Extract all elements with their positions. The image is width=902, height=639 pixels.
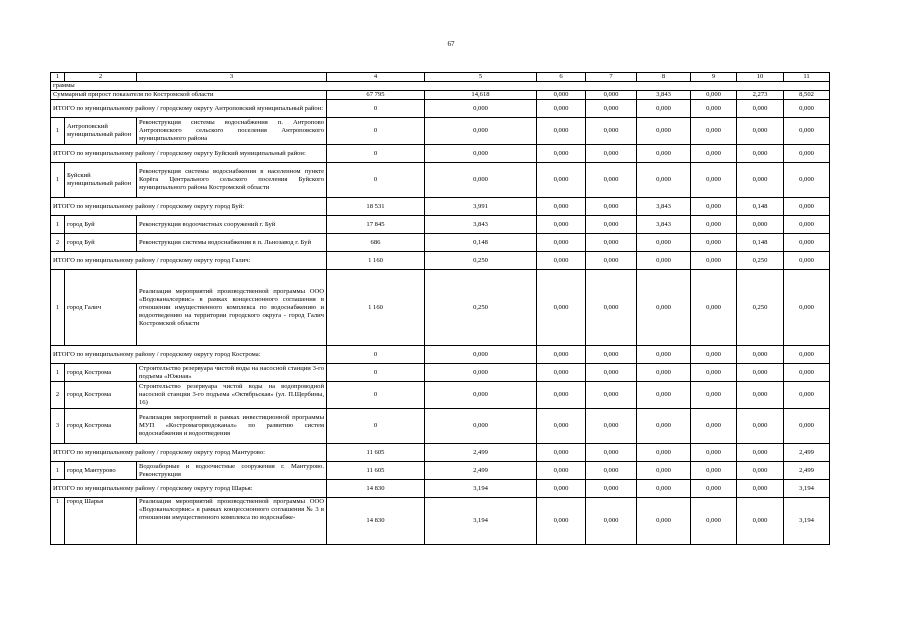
row-number: 1 — [51, 462, 65, 480]
value-cell: 0,148 — [425, 234, 537, 252]
value-cell: 0 — [327, 163, 425, 198]
value-cell: 0,000 — [637, 382, 691, 409]
total-label: ИТОГО по муниципальному району / городскому округу город Галич: — [51, 252, 327, 270]
row-number: 1 — [51, 498, 65, 545]
value-cell: 0 — [327, 100, 425, 118]
value-cell: 2,499 — [784, 444, 830, 462]
value-cell: 0,000 — [537, 462, 586, 480]
municipality-name: Антроповский муниципальный район — [65, 118, 137, 145]
table-row — [51, 234, 830, 252]
value-cell: 0,000 — [691, 91, 737, 100]
value-cell: 0,000 — [737, 444, 784, 462]
value-cell: 3,843 — [637, 91, 691, 100]
value-cell: 0,000 — [691, 480, 737, 498]
value-cell: 0,000 — [425, 163, 537, 198]
value-cell: 0,000 — [637, 252, 691, 270]
total-label: ИТОГО по муниципальному району / городскому округу Буйский муниципальный район: — [51, 145, 327, 163]
value-cell: 67 795 — [327, 91, 425, 100]
value-cell: 0,000 — [737, 145, 784, 163]
value-cell: 0,000 — [784, 234, 830, 252]
project-description: Реконструкция водоочистных сооружений г. Буй — [137, 216, 327, 234]
table-row — [51, 462, 830, 480]
total-row — [51, 480, 830, 498]
total-row — [51, 100, 830, 118]
value-cell: 0,000 — [784, 100, 830, 118]
value-cell: 3,194 — [784, 480, 830, 498]
header-cell: 3 — [137, 73, 327, 82]
value-cell: 0,000 — [637, 444, 691, 462]
total-row — [51, 444, 830, 462]
value-cell: 0,148 — [737, 234, 784, 252]
value-cell: 0,000 — [691, 444, 737, 462]
table-row — [51, 364, 830, 382]
value-cell: 0,000 — [425, 364, 537, 382]
row-number: 1 — [51, 118, 65, 145]
value-cell: 0,250 — [425, 252, 537, 270]
header-cell: 4 — [327, 73, 425, 82]
total-row — [51, 346, 830, 364]
value-cell: 0,000 — [637, 498, 691, 545]
value-cell: 0,000 — [784, 163, 830, 198]
value-cell: 0,000 — [586, 145, 637, 163]
value-cell: 0,250 — [425, 270, 537, 346]
value-cell: 1 160 — [327, 252, 425, 270]
header-cell: 5 — [425, 73, 537, 82]
value-cell: 14 830 — [327, 498, 425, 545]
value-cell: 2,499 — [784, 462, 830, 480]
value-cell: 0,000 — [691, 145, 737, 163]
value-cell: 0,000 — [586, 198, 637, 216]
value-cell: 0,000 — [784, 198, 830, 216]
value-cell: 0,000 — [737, 216, 784, 234]
value-cell: 0,000 — [637, 234, 691, 252]
value-cell: 0,000 — [637, 270, 691, 346]
project-description: Водозаборные и водоочистные сооружения г. Мантурово. Реконструкция — [137, 462, 327, 480]
value-cell: 0 — [327, 145, 425, 163]
value-cell: 0,000 — [586, 444, 637, 462]
municipality-name: город Буй — [65, 234, 137, 252]
value-cell: 0,000 — [537, 382, 586, 409]
value-cell: 0,000 — [637, 118, 691, 145]
value-cell: 0,000 — [586, 480, 637, 498]
total-row — [51, 91, 830, 100]
total-label: ИТОГО по муниципальному району / городскому округу город Шарья: — [51, 480, 327, 498]
value-cell: 3,991 — [425, 198, 537, 216]
row-number: 3 — [51, 409, 65, 444]
project-description: Реконструкция системы водоснабжения п. Антропово Антроповского сельского поселения Антроповского муниципального района — [137, 118, 327, 145]
value-cell: 0 — [327, 382, 425, 409]
value-cell: 0,000 — [737, 364, 784, 382]
value-cell: 0,000 — [737, 163, 784, 198]
value-cell: 0,000 — [737, 480, 784, 498]
header-cell: 8 — [637, 73, 691, 82]
value-cell: 0,000 — [537, 118, 586, 145]
value-cell: 0,000 — [637, 100, 691, 118]
total-label: Суммарный прирост показателя по Костромской области — [51, 91, 327, 100]
table-row — [51, 118, 830, 145]
value-cell: 0,000 — [691, 270, 737, 346]
value-cell: 0 — [327, 409, 425, 444]
value-cell: 0,000 — [737, 462, 784, 480]
value-cell: 0,000 — [586, 234, 637, 252]
value-cell: 0,000 — [586, 163, 637, 198]
value-cell: 0,000 — [637, 163, 691, 198]
header-cell: 2 — [65, 73, 137, 82]
value-cell: 0,000 — [737, 409, 784, 444]
project-description: Реализация мероприятий производственной программы ООО «Водоканалсервис» в рамках концессионного соглашения № 3 в отношении имущественного комплекса по водоснабже- — [137, 498, 327, 545]
value-cell: 0,000 — [691, 364, 737, 382]
municipality-name: город Кострома — [65, 382, 137, 409]
value-cell: 0,000 — [784, 118, 830, 145]
value-cell: 0,000 — [784, 409, 830, 444]
value-cell: 0,000 — [637, 346, 691, 364]
project-description: Строительство резервуара чистой воды на насосной станции 3-го подъема «Южная» — [137, 364, 327, 382]
row-number: 2 — [51, 234, 65, 252]
value-cell: 0,000 — [586, 118, 637, 145]
value-cell: 0,000 — [537, 480, 586, 498]
value-cell: 0,250 — [737, 270, 784, 346]
value-cell: 3,194 — [784, 498, 830, 545]
value-cell: 1 160 — [327, 270, 425, 346]
header-cell: 11 — [784, 73, 830, 82]
value-cell: 18 531 — [327, 198, 425, 216]
header-cell: 10 — [737, 73, 784, 82]
municipality-name: город Кострома — [65, 409, 137, 444]
value-cell: 0,000 — [737, 346, 784, 364]
value-cell: 0,000 — [784, 364, 830, 382]
value-cell: 0,000 — [586, 216, 637, 234]
value-cell: 0,000 — [537, 270, 586, 346]
value-cell: 2,499 — [425, 444, 537, 462]
value-cell: 0,000 — [737, 498, 784, 545]
value-cell: 0,000 — [425, 100, 537, 118]
value-cell: 0,000 — [737, 100, 784, 118]
value-cell: 0,000 — [784, 346, 830, 364]
table-row — [51, 409, 830, 444]
value-cell: 14,618 — [425, 91, 537, 100]
value-cell: 0,148 — [737, 198, 784, 216]
header-cell: 1 — [51, 73, 65, 82]
value-cell: 0,000 — [691, 198, 737, 216]
value-cell: 0,000 — [737, 382, 784, 409]
total-label: ИТОГО по муниципальному району / городскому округу город Мантурово: — [51, 444, 327, 462]
value-cell: 0,000 — [425, 118, 537, 145]
value-cell: 11 605 — [327, 462, 425, 480]
value-cell: 0,000 — [537, 198, 586, 216]
municipality-name: город Галич — [65, 270, 137, 346]
value-cell: 0,000 — [691, 409, 737, 444]
value-cell: 0,000 — [637, 462, 691, 480]
row-number: 1 — [51, 270, 65, 346]
value-cell: 0,000 — [691, 163, 737, 198]
header-cell: 7 — [586, 73, 637, 82]
value-cell: 0,000 — [691, 100, 737, 118]
municipality-name: город Буй — [65, 216, 137, 234]
value-cell: 0,000 — [637, 480, 691, 498]
value-cell: 0,000 — [691, 462, 737, 480]
value-cell: 11 605 — [327, 444, 425, 462]
value-cell: 0,000 — [691, 498, 737, 545]
value-cell: 0,000 — [586, 364, 637, 382]
value-cell: 0,000 — [425, 409, 537, 444]
row-number: 2 — [51, 382, 65, 409]
value-cell: 0 — [327, 346, 425, 364]
value-cell: 0,000 — [537, 91, 586, 100]
value-cell: 0,000 — [537, 346, 586, 364]
table-row — [51, 163, 830, 198]
municipality-name: Буйский муниципальный район — [65, 163, 137, 198]
value-cell: 0,000 — [537, 252, 586, 270]
total-label: ИТОГО по муниципальному району / городскому округу город Кострома: — [51, 346, 327, 364]
project-description: Строительство резервуара чистой воды на водопроводной насосной станции 3-го подъема «Октябрьская» (ул. П.Щербины, 16) — [137, 382, 327, 409]
project-description: Реализация мероприятий в рамках инвестиционной программы МУП «Костромагорводоканал» по развитию систем водоснабжения и водоотведения — [137, 409, 327, 444]
value-cell: 0,000 — [784, 382, 830, 409]
value-cell: 0,000 — [537, 145, 586, 163]
municipality-name: город Кострома — [65, 364, 137, 382]
value-cell: 3,843 — [425, 216, 537, 234]
row-number: 1 — [51, 364, 65, 382]
total-row — [51, 145, 830, 163]
value-cell: 0,000 — [691, 216, 737, 234]
value-cell: 0,000 — [537, 234, 586, 252]
total-label: ИТОГО по муниципальному району / городскому округу Антроповский муниципальный район: — [51, 100, 327, 118]
value-cell: 0,000 — [425, 346, 537, 364]
value-cell: 0,000 — [691, 346, 737, 364]
value-cell: 0,000 — [537, 409, 586, 444]
table-row — [51, 270, 830, 346]
value-cell: 2,273 — [737, 91, 784, 100]
value-cell: 0,000 — [425, 145, 537, 163]
value-cell: 0,000 — [537, 163, 586, 198]
value-cell: 0 — [327, 364, 425, 382]
total-row — [51, 198, 830, 216]
value-cell: 0,000 — [537, 364, 586, 382]
value-cell: 0,000 — [637, 409, 691, 444]
value-cell: 0,000 — [586, 100, 637, 118]
value-cell: 0,000 — [425, 382, 537, 409]
total-row — [51, 252, 830, 270]
value-cell: 0,000 — [537, 100, 586, 118]
value-cell: 0,000 — [691, 118, 737, 145]
value-cell: 0,000 — [537, 498, 586, 545]
data-table — [50, 72, 830, 545]
value-cell: 0,000 — [784, 270, 830, 346]
value-cell: 3,843 — [637, 216, 691, 234]
total-label: ИТОГО по муниципальному району / городскому округу город Буй: — [51, 198, 327, 216]
value-cell: 0,000 — [586, 270, 637, 346]
header-cell: 9 — [691, 73, 737, 82]
municipality-name: город Мантурово — [65, 462, 137, 480]
value-cell: 0,000 — [691, 382, 737, 409]
value-cell: 0,000 — [586, 382, 637, 409]
header-cell: 6 — [537, 73, 586, 82]
section-label: граммы — [51, 82, 830, 91]
value-cell: 0,000 — [784, 216, 830, 234]
value-cell: 0,000 — [637, 145, 691, 163]
table-row — [51, 382, 830, 409]
row-number: 1 — [51, 216, 65, 234]
table-row — [51, 498, 830, 545]
header-row — [51, 73, 830, 82]
table-row — [51, 216, 830, 234]
page-number: 67 — [447, 40, 455, 48]
value-cell: 0,000 — [537, 444, 586, 462]
value-cell: 3,194 — [425, 480, 537, 498]
value-cell: 0,000 — [784, 145, 830, 163]
value-cell: 0,000 — [691, 252, 737, 270]
value-cell: 0,000 — [637, 364, 691, 382]
value-cell: 0 — [327, 118, 425, 145]
value-cell: 0,000 — [586, 409, 637, 444]
value-cell: 3,194 — [425, 498, 537, 545]
municipality-name: город Шарья — [65, 498, 137, 545]
project-description: Реконструкция системы водоснабжения в п. Льнозавод г. Буй — [137, 234, 327, 252]
project-description: Реконструкция системы водоснабжения в населенном пункте Корёга Центрального сельского поселения Буйского муниципального района Костромской области — [137, 163, 327, 198]
project-description: Реализация мероприятий производственной программы ООО «Водоканалсервис» в рамках концессионного соглашения в отношении имущественного комплекса по водоснабжению и водоотведению на территории городского округа - город Галич Костромской области — [137, 270, 327, 346]
value-cell: 3,843 — [637, 198, 691, 216]
value-cell: 17 845 — [327, 216, 425, 234]
value-cell: 0,000 — [737, 118, 784, 145]
value-cell: 14 830 — [327, 480, 425, 498]
value-cell: 0,000 — [586, 462, 637, 480]
value-cell: 0,000 — [586, 91, 637, 100]
value-cell: 0,000 — [586, 498, 637, 545]
value-cell: 0,000 — [784, 252, 830, 270]
value-cell: 8,502 — [784, 91, 830, 100]
value-cell: 0,000 — [537, 216, 586, 234]
value-cell: 2,499 — [425, 462, 537, 480]
value-cell: 0,000 — [586, 252, 637, 270]
value-cell: 0,000 — [691, 234, 737, 252]
row-number: 1 — [51, 163, 65, 198]
value-cell: 0,250 — [737, 252, 784, 270]
value-cell: 0,000 — [586, 346, 637, 364]
section-row — [51, 82, 830, 91]
value-cell: 686 — [327, 234, 425, 252]
